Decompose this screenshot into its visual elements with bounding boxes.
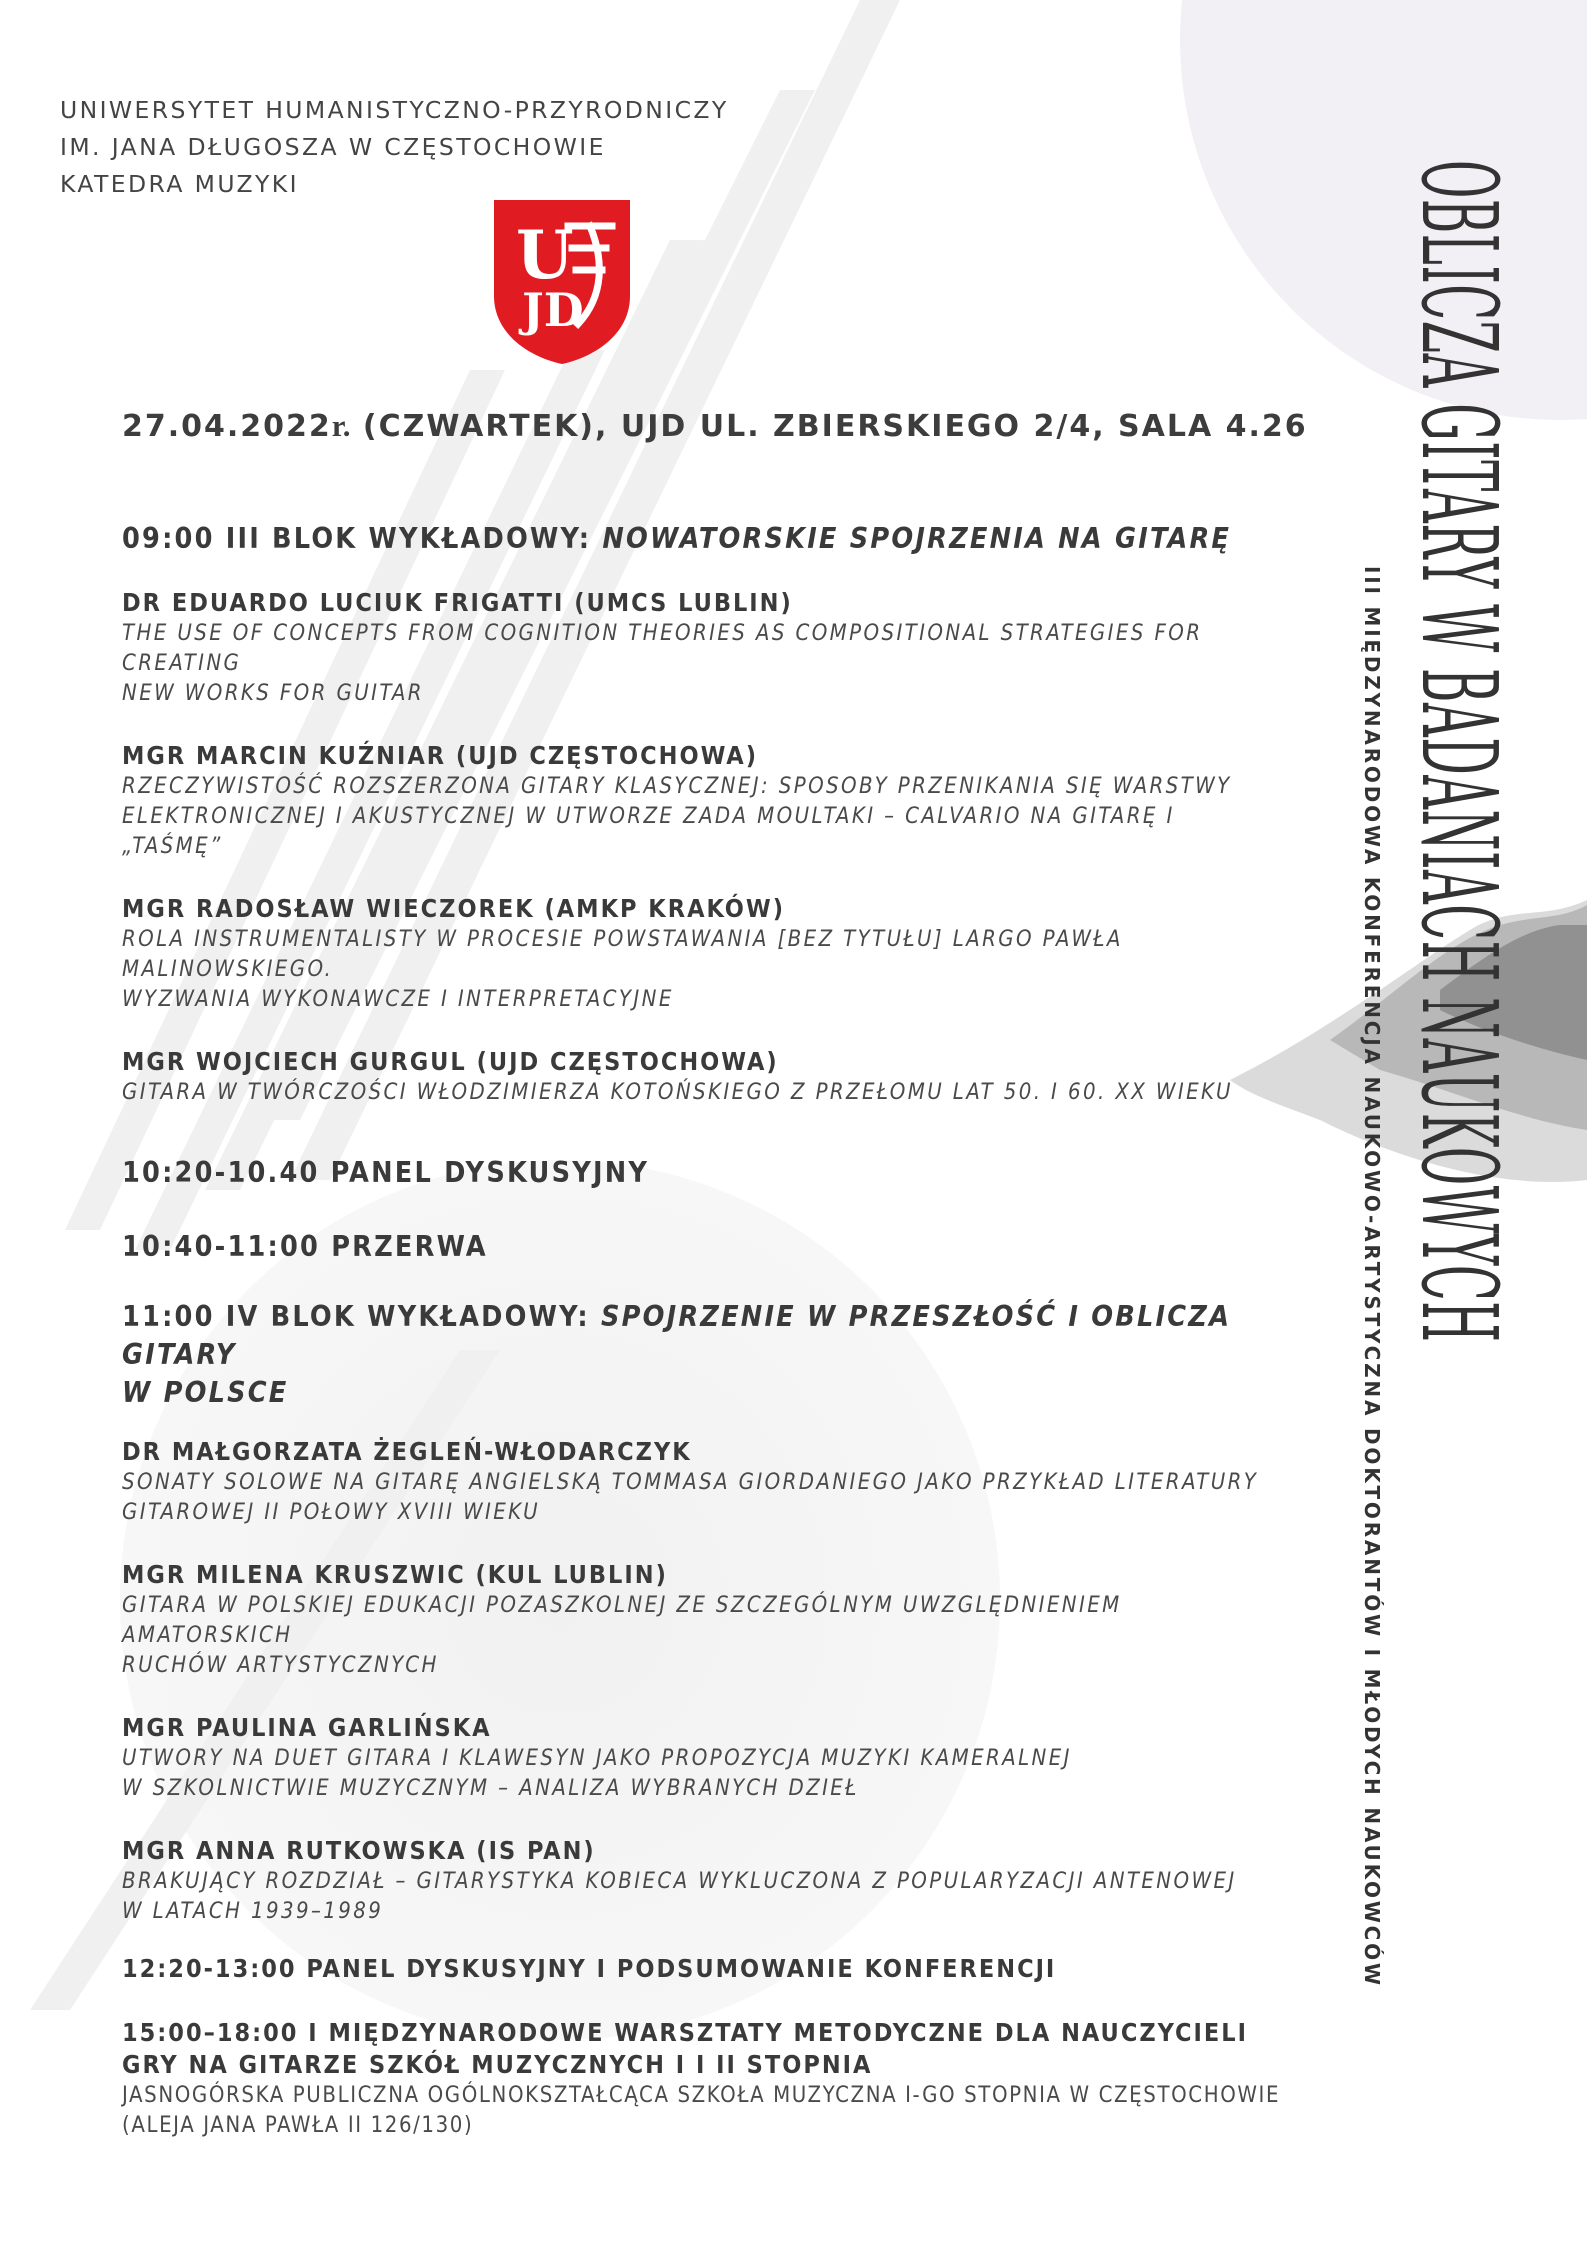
talk-title: BRAKUJĄCY ROZDZIAŁ – GITARYSTYKA KOBIECA WYKLUCZONA Z POPULARYZACJI ANTENOWEJ (122, 1869, 1237, 1894)
talk-item (122, 740, 1282, 862)
talk-title: RZECZYWISTOŚĆ ROZSZERZONA GITARY KLASYCZNEJ: SPOSOBY PRZENIKANIA SIĘ WARSTWY (122, 774, 1232, 799)
workshop-address: (ALEJA JANA PAWŁA II 126/130) (122, 2113, 474, 2138)
conference-subtitle: III MIĘDZYNARODOWA KONFERENCJA NAUKOWO-ARTYSTYCZNA DOKTORANTÓW I MŁODYCH NAUKOWCÓW (1360, 566, 1384, 1988)
workshop-place: JASNOGÓRSKA PUBLICZNA OGÓLNOKSZTAŁCĄCA SZKOŁA MUZYCZNA I-GO STOPNIA W CZĘSTOCHOWIE (122, 2083, 1281, 2108)
block-time-label: 09:00 III BLOK WYKŁADOWY: (122, 522, 603, 555)
conference-title: OBLICZA GITARY W BADANIACH NAUKOWYCH (1398, 160, 1520, 1343)
talk-title: ROLA INSTRUMENTALISTY W PROCESIE POWSTAWANIA [BEZ TYTUŁU] LARGO PAWŁA MALINOWSKIEGO. (122, 927, 1123, 982)
workshop-title: 15:00–18:00 I MIĘDZYNARODOWE WARSZTATY METODYCZNE DLA NAUCZYCIELI (122, 2018, 1248, 2047)
talk-title: GITAROWEJ II POŁOWY XVIII WIEKU (122, 1500, 540, 1525)
talk-title: NEW WORKS FOR GUITAR (122, 681, 424, 706)
talk-item (122, 1835, 1282, 1927)
svg-text:JD: JD (522, 283, 584, 337)
talk-title: SONATY SOLOWE NA GITARĘ ANGIELSKĄ TOMMASA GIORDANIEGO JAKO PRZYKŁAD LITERATURY (122, 1470, 1259, 1495)
event-venue: (CZWARTEK), UJD UL. ZBIERSKIEGO 2/4, SALA 4.26 (350, 409, 1308, 444)
talk-title: UTWORY NA DUET GITARA I KLAWESYN JAKO PROPOZYCJA MUZYKI KAMERALNEJ (122, 1746, 1072, 1771)
date-suffix: r. (331, 408, 351, 443)
speaker-name: MGR ANNA RUTKOWSKA (IS PAN) (122, 1836, 596, 1865)
speaker-name: MGR MARCIN KUŹNIAR (UJD CZĘSTOCHOWA) (122, 741, 758, 770)
institution-header (60, 92, 729, 203)
panel-discussion: 10:20-10.40 PANEL DYSKUSYJNY (122, 1156, 650, 1189)
corner-circle (1180, 0, 1587, 420)
talk-title: ELEKTRONICZNEJ I AKUSTYCZNEJ W UTWORZE ZADA MOULTAKI – CALVARIO NA GITARĘ I „TAŚMĘ” (122, 804, 1175, 859)
speaker-name: DR MAŁGORZATA ŻEGLEŃ-WŁODARCZYK (122, 1437, 692, 1466)
talk-item (122, 1712, 1282, 1804)
block-title: SPOJRZENIE W PRZESZŁOŚĆ I OBLICZA GITARY (122, 1300, 1232, 1371)
talk-item (122, 1046, 1282, 1108)
talk-title: W SZKOLNICTWIE MUZYCZNYM – ANALIZA WYBRANYCH DZIEŁ (122, 1776, 859, 1801)
block-title: NOWATORSKIE SPOJRZENIA NA GITARĘ (602, 522, 1232, 555)
break-item: 10:40-11:00 PRZERWA (122, 1230, 488, 1263)
block-heading-4 (122, 1298, 1282, 1412)
talk-item (122, 893, 1282, 1015)
block-title: W POLSCE (122, 1376, 289, 1409)
university-logo (494, 200, 630, 364)
talk-title: GITARA W TWÓRCZOŚCI WŁODZIMIERZA KOTOŃSKIEGO Z PRZEŁOMU LAT 50. I 60. XX WIEKU (122, 1080, 1233, 1105)
talk-title: W LATACH 1939–1989 (122, 1899, 384, 1924)
workshop-item (122, 2017, 1282, 2141)
block-heading-3 (122, 520, 1282, 558)
workshop-title: GRY NA GITARZE SZKÓŁ MUZYCZNYCH I I II STOPNIA (122, 2050, 873, 2079)
programme (122, 520, 1282, 2141)
speaker-name: MGR WOJCIECH GURGUL (UJD CZĘSTOCHOWA) (122, 1047, 779, 1076)
panel-summary: 12:20-13:00 PANEL DYSKUSYJNY I PODSUMOWANIE KONFERENCJI (122, 1954, 1057, 1983)
talk-title: WYZWANIA WYKONAWCZE I INTERPRETACYJNE (122, 987, 674, 1012)
talk-title: RUCHÓW ARTYSTYCZNYCH (122, 1653, 439, 1678)
institution-line: KATEDRA MUZYKI (60, 170, 299, 198)
institution-line: IM. JANA DŁUGOSZA W CZĘSTOCHOWIE (60, 133, 606, 161)
talk-title: THE USE OF CONCEPTS FROM COGNITION THEORIES AS COMPOSITIONAL STRATEGIES FOR CREATING (122, 621, 1203, 676)
speaker-name: MGR RADOSŁAW WIECZOREK (AMKP KRAKÓW) (122, 894, 785, 923)
talk-item (122, 587, 1282, 709)
block-time-label: 11:00 IV BLOK WYKŁADOWY: (122, 1300, 601, 1333)
speaker-name: MGR MILENA KRUSZWIC (KUL LUBLIN) (122, 1560, 668, 1589)
institution-line: UNIWERSYTET HUMANISTYCZNO-PRZYRODNICZY (60, 96, 729, 124)
svg-text:U: U (516, 216, 574, 294)
speaker-name: MGR PAULINA GARLIŃSKA (122, 1713, 492, 1742)
talk-item (122, 1559, 1282, 1681)
speaker-name: DR EDUARDO LUCIUK FRIGATTI (UMCS LUBLIN) (122, 588, 793, 617)
talk-title: GITARA W POLSKIEJ EDUKACJI POZASZKOLNEJ ZE SZCZEGÓLNYM UWZGLĘDNIENIEM AMATORSKICH (122, 1593, 1122, 1648)
event-date: 27.04.2022 (122, 409, 332, 444)
event-date-line (122, 408, 1308, 444)
talk-item (122, 1436, 1282, 1528)
